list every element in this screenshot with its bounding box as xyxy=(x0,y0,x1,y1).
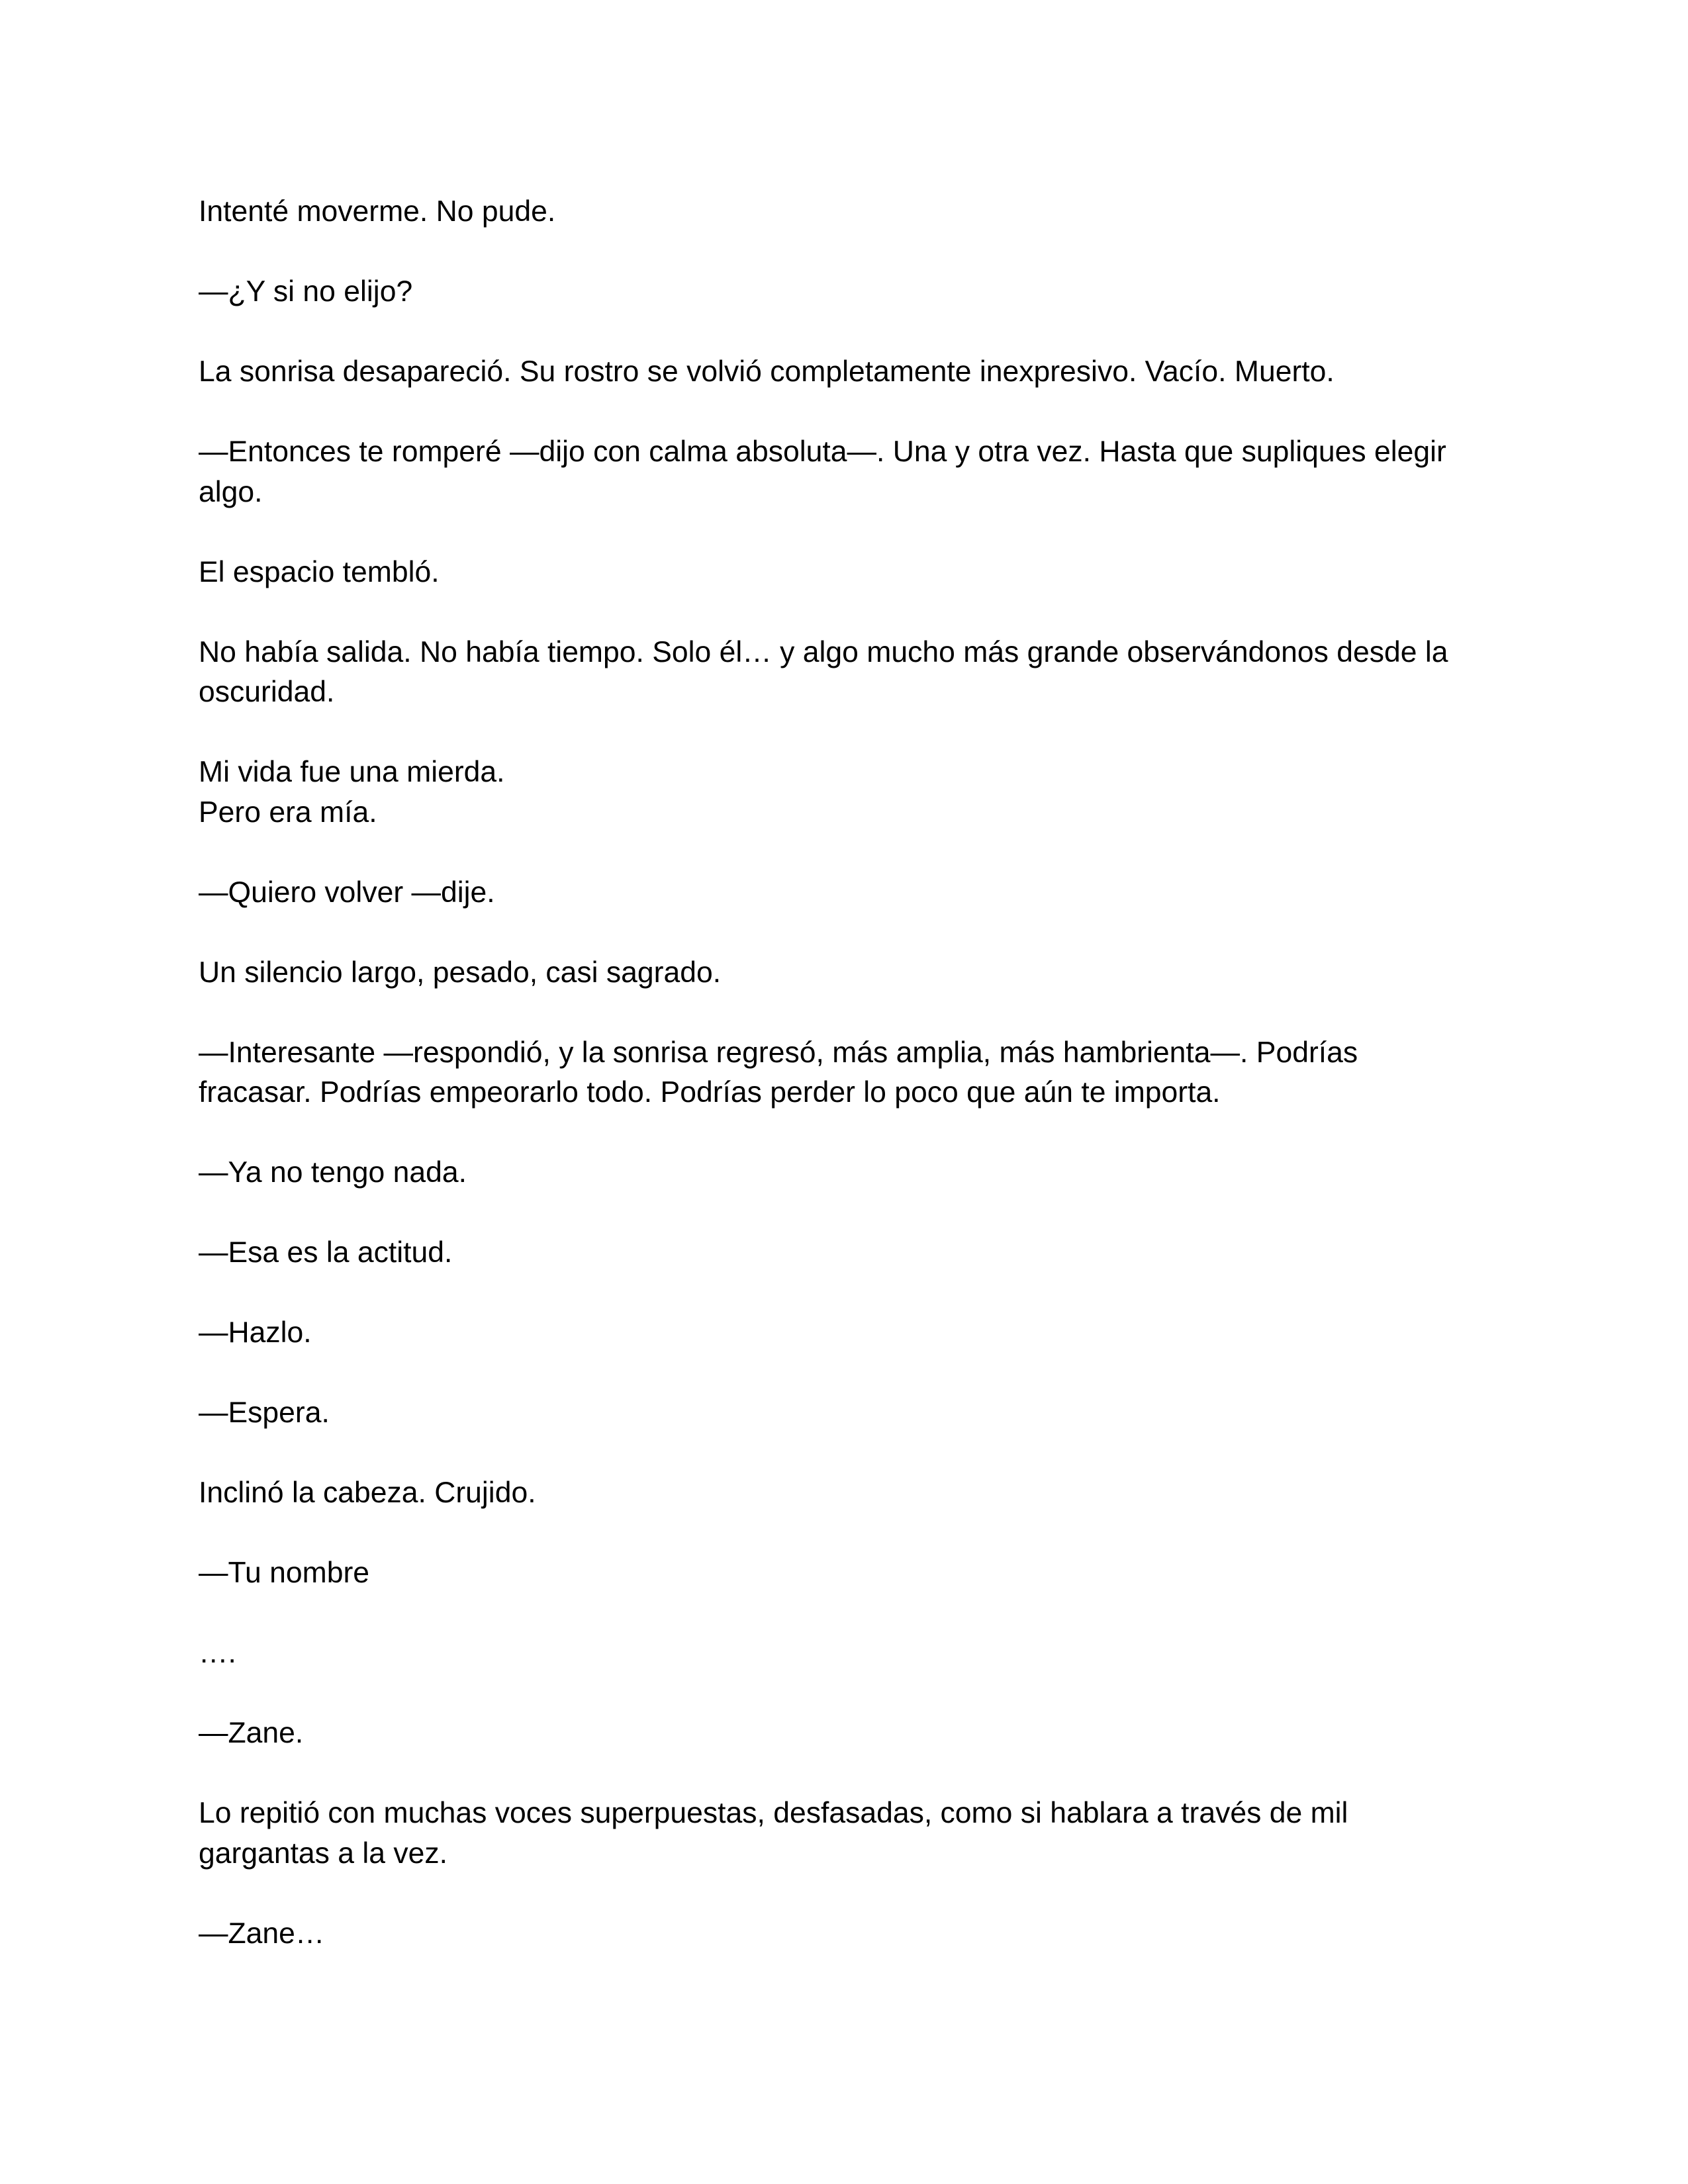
text-line: —Interesante —respondió, y la sonrisa regresó, más amplia, más hambrienta—. Podrías xyxy=(199,1036,1358,1069)
text-line: Un silencio largo, pesado, casi sagrado. xyxy=(199,956,722,989)
text-line: fracasar. Podrías empeorarlo todo. Podrías perder lo poco que aún te importa. xyxy=(199,1076,1221,1109)
paragraph xyxy=(199,1473,1509,1514)
text-line: …. xyxy=(199,1637,236,1669)
paragraph xyxy=(199,1633,1509,1674)
text-line: —Espera. xyxy=(199,1396,330,1429)
paragraph xyxy=(199,1553,1509,1594)
text-line: —¿Y si no elijo? xyxy=(199,275,413,308)
text-line: —Zane… xyxy=(199,1917,325,1950)
paragraph xyxy=(199,633,1509,713)
paragraph xyxy=(199,352,1509,392)
text-line: oscuridad. xyxy=(199,676,335,708)
paragraph xyxy=(199,1713,1509,1754)
text-line: gargantas a la vez. xyxy=(199,1837,448,1870)
text-line: —Quiero volver —dije. xyxy=(199,876,495,909)
paragraph xyxy=(199,1914,1509,1954)
text-line: Pero era mía. xyxy=(199,796,377,829)
text-line: Lo repitió con muchas voces superpuestas, desfasadas, como si hablara a través de mil xyxy=(199,1797,1348,1829)
text-line: —Hazlo. xyxy=(199,1316,312,1349)
text-line: —Esa es la actitud. xyxy=(199,1236,453,1269)
text-line: algo. xyxy=(199,475,263,508)
paragraph xyxy=(199,752,1509,833)
paragraph xyxy=(199,1153,1509,1193)
text-line: Inclinó la cabeza. Crujido. xyxy=(199,1477,536,1509)
paragraph xyxy=(199,553,1509,593)
text-line: El espacio tembló. xyxy=(199,555,440,588)
paragraph xyxy=(199,1393,1509,1433)
paragraph xyxy=(199,432,1509,512)
text-line: Mi vida fue una mierda. xyxy=(199,756,505,788)
text-line: La sonrisa desapareció. Su rostro se volvió completamente inexpresivo. Vacío. Muerto. xyxy=(199,355,1335,388)
text-line: —Tu nombre xyxy=(199,1557,370,1589)
paragraph xyxy=(199,1233,1509,1273)
paragraph xyxy=(199,953,1509,993)
text-line: Intenté moverme. No pude. xyxy=(199,195,556,228)
paragraph xyxy=(199,1313,1509,1353)
document-body xyxy=(199,192,1509,1994)
paragraph xyxy=(199,1033,1509,1113)
text-line: —Entonces te romperé —dijo con calma absoluta—. Una y otra vez. Hasta que supliques elegir xyxy=(199,435,1446,468)
paragraph xyxy=(199,1794,1509,1874)
text-line: —Zane. xyxy=(199,1717,304,1749)
paragraph xyxy=(199,873,1509,913)
paragraph xyxy=(199,272,1509,312)
text-line: —Ya no tengo nada. xyxy=(199,1156,467,1189)
paragraph xyxy=(199,192,1509,232)
text-line: No había salida. No había tiempo. Solo él… y algo mucho más grande observándonos desde la xyxy=(199,635,1448,668)
